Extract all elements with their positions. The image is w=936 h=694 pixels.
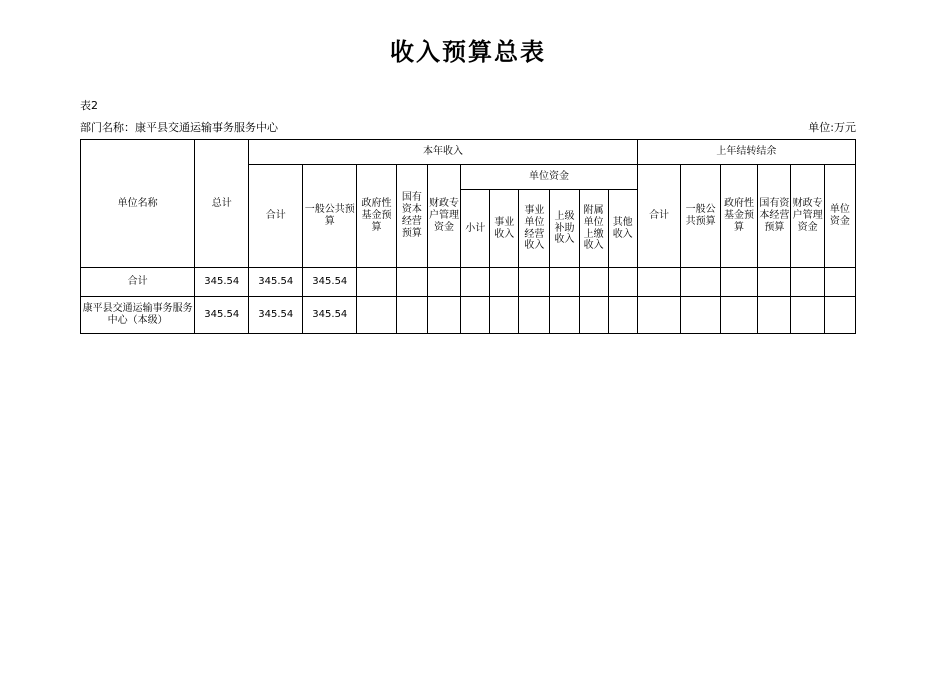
col-header-cy-other-income: 其他收入 [608,190,637,268]
cell-cy-superior-subsidy [550,297,579,334]
cell-cy-other-income [608,268,637,297]
cell-co-government-fund-budget [720,268,757,297]
cell-grand-total: 345.54 [195,268,249,297]
cell-cy-state-capital [396,297,427,334]
table-row [81,297,856,334]
cell-co-unit-funds [824,268,855,297]
cell-cy-general-public-budget: 345.54 [303,297,357,334]
row-label: 合计 [81,268,195,297]
col-header-unit-name: 单位名称 [81,140,195,268]
cell-cy-business-operating [519,297,550,334]
cell-cy-fiscal-special [427,297,460,334]
cell-cy-fiscal-special [427,268,460,297]
col-header-co-unit-funds: 单位资金 [824,165,855,268]
col-header-co-total: 合计 [637,165,681,268]
col-header-cy-state-capital-operation: 国有资本经营预算 [396,165,427,268]
col-header-co-general-public-budget: 一般公共预算 [681,165,720,268]
cell-cy-unit-subtotal [461,297,490,334]
cell-co-total [637,297,681,334]
cell-cy-unit-subtotal [461,268,490,297]
page-title: 收入预算总表 [390,37,546,66]
cell-cy-superior-subsidy [550,268,579,297]
department-name: 部门名称：康平县交通运输事务服务中心 [80,121,278,134]
col-header-cy-government-fund-budget: 政府性基金预算 [357,165,396,268]
cell-co-total [637,268,681,297]
cell-cy-business-operating [519,268,550,297]
budget-table [80,139,856,334]
row-label: 康平县交通运输事务服务中心（本级） [81,297,195,334]
cell-cy-general-public-budget: 345.54 [303,268,357,297]
cell-cy-government-fund-budget [357,297,396,334]
cell-co-fiscal-special [791,297,824,334]
col-header-grand-total: 总计 [195,140,249,268]
cell-co-state-capital [758,297,791,334]
cell-cy-state-capital [396,268,427,297]
cell-co-unit-funds [824,297,855,334]
col-header-cy-business-operating-income: 事业单位经营收入 [519,190,550,268]
cell-co-state-capital [758,268,791,297]
cell-cy-other-income [608,297,637,334]
cell-co-fiscal-special [791,268,824,297]
col-header-cy-business-income: 事业收入 [490,190,519,268]
cell-co-general-public-budget [681,268,720,297]
cell-cy-business-income [490,297,519,334]
col-header-co-government-fund-budget: 政府性基金预算 [720,165,757,268]
col-header-cy-unit-subtotal: 小计 [461,190,490,268]
cell-grand-total: 345.54 [195,297,249,334]
col-header-cy-affiliated-remittance-income: 附属单位上缴收入 [579,190,608,268]
group-header-unit-funds: 单位资金 [461,165,638,190]
table-row [81,268,856,297]
unit-of-measure: 单位:万元 [808,121,856,134]
col-header-cy-general-public-budget: 一般公共预算 [303,165,357,268]
document-meta [80,97,856,135]
col-header-cy-fiscal-special-account: 财政专户管理资金 [427,165,460,268]
col-header-co-state-capital-operation: 国有资本经营预算 [758,165,791,268]
cell-cy-business-income [490,268,519,297]
cell-co-general-public-budget [681,297,720,334]
cell-cy-total: 345.54 [249,268,303,297]
col-header-cy-superior-subsidy-income: 上级补助收入 [550,190,579,268]
cell-cy-total: 345.54 [249,297,303,334]
col-header-co-fiscal-special-account: 财政专户管理资金 [791,165,824,268]
document-page [0,32,936,694]
col-header-cy-total: 合计 [249,165,303,268]
cell-cy-government-fund-budget [357,268,396,297]
cell-co-government-fund-budget [720,297,757,334]
cell-cy-affiliated-remit [579,268,608,297]
group-header-current-year: 本年收入 [249,140,637,165]
table-number: 表2 [80,99,98,112]
cell-cy-affiliated-remit [579,297,608,334]
group-header-carryover: 上年结转结余 [637,140,855,165]
